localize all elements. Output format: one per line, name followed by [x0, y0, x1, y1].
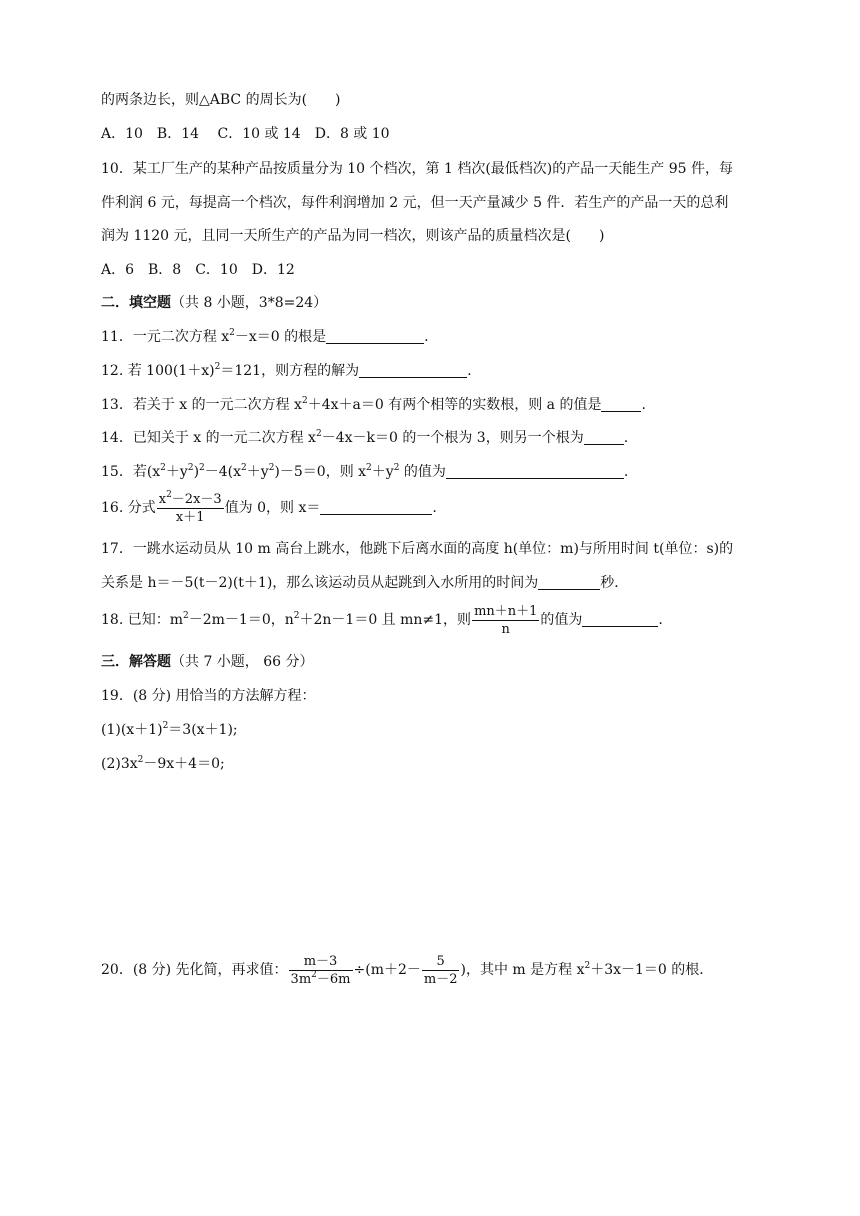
- q13: [101, 395, 646, 415]
- text: )－5＝0，则 x: [274, 464, 367, 480]
- text: 17．一跳水运动员从 10 m 高台上跳水，他跳下后离水面的高度 h(单位：m)与所用时间 t(单位：s)的: [101, 541, 734, 557]
- fraction: [422, 953, 460, 988]
- superscript: 2: [293, 611, 300, 621]
- numerator: 5: [422, 953, 460, 971]
- fraction: [157, 491, 224, 526]
- text: x: [158, 491, 167, 507]
- text: .: [623, 464, 629, 480]
- superscript: 2: [241, 463, 247, 473]
- superscript: 2: [187, 463, 194, 473]
- text: －6m: [316, 971, 351, 987]
- superscript: 2: [311, 969, 317, 980]
- text: A．6 B．8 C．10 D．12: [101, 262, 295, 278]
- section-2-heading: [101, 293, 327, 313]
- text: －x＝0 的根是: [234, 329, 327, 345]
- answer-blank: [320, 500, 432, 515]
- q19-part-1: [101, 720, 238, 740]
- answer-blank: [582, 612, 658, 627]
- denominator: x＋1: [175, 509, 205, 525]
- superscript: 2: [214, 362, 221, 372]
- section-title: 二．填空题: [101, 295, 171, 311]
- text: ＋2n－1＝0 且 mn≠1，则: [299, 612, 472, 628]
- text: 件利润 6 元，每提高一个档次，每件利润增加 2 元，但一天产量减少 5 件．若生产的产品一天的总利: [101, 195, 729, 211]
- text: 13．若关于 x 的一元二次方程 x: [101, 397, 302, 413]
- superscript: 2: [268, 463, 275, 473]
- text: .: [432, 500, 437, 516]
- section-title: 三．解答题: [101, 654, 171, 670]
- text: 值为 0，则 x＝: [224, 500, 321, 516]
- numerator: m－3: [289, 953, 353, 971]
- text: A．10 B．14 C．10 或 14 D．8 或 10: [101, 126, 390, 142]
- superscript: 2: [137, 755, 144, 765]
- text: －4(x: [204, 464, 242, 480]
- text: ÷(m＋2－: [353, 962, 421, 978]
- text: 11．一元二次方程 x: [101, 329, 230, 345]
- text: .: [467, 363, 472, 379]
- denominator: m－2: [423, 971, 458, 987]
- text: 18. 已知：m: [101, 612, 183, 628]
- text: 秒．: [600, 575, 629, 591]
- text: 的值为: [540, 612, 583, 628]
- q17-line-1: [101, 539, 733, 559]
- superscript: 2: [162, 721, 169, 731]
- q10-line-1: [101, 159, 733, 179]
- text: 关系是 h＝－5(t－2)(t＋1)，那么该运动员从起跳到入水所用的时间为: [101, 575, 539, 591]
- superscript: 2: [160, 463, 166, 473]
- text: －9x＋4＝0;: [143, 756, 225, 772]
- text: .: [623, 430, 629, 446]
- text: ＋3x－1＝0 的根．: [590, 962, 714, 978]
- answer-blank: [584, 430, 624, 445]
- q19: [101, 686, 316, 706]
- text: －2m－1＝0，n: [188, 612, 294, 628]
- text: 的值为: [399, 464, 446, 480]
- text: 20．(8 分) 先化简，再求值：: [101, 962, 288, 978]
- section-note: （共 8 小题，3*8=24）: [171, 295, 328, 311]
- superscript: 2: [584, 961, 591, 971]
- q18: [101, 602, 663, 638]
- text: 16. 分式: [101, 500, 156, 516]
- answer-blank: [538, 575, 600, 590]
- text: ＋y: [371, 464, 394, 480]
- fraction: [472, 603, 539, 638]
- text: 14．已知关于 x 的一元二次方程 x: [101, 430, 316, 446]
- text: －2x－3: [171, 491, 222, 507]
- q9-continuation: [101, 90, 341, 110]
- text: (2)3x: [101, 756, 138, 772]
- superscript: 2: [183, 611, 189, 621]
- section-note: （共 7 小题， 66 分）: [171, 654, 314, 670]
- q19-part-2: [101, 754, 225, 774]
- text: .: [641, 397, 646, 413]
- q10-line-2: [101, 193, 728, 213]
- q9-options: [101, 124, 390, 144]
- text: 19．(8 分) 用恰当的方法解方程：: [101, 688, 316, 704]
- text: ＝3(x＋1);: [168, 722, 238, 738]
- answer-blank: [601, 397, 641, 412]
- text: 15．若(x: [101, 464, 161, 480]
- q15: [101, 462, 628, 482]
- text: 12. 若 100(1＋x): [101, 363, 215, 379]
- text: )，其中 m 是方程 x: [460, 962, 585, 978]
- text: ＝121，则方程的解为: [220, 363, 360, 379]
- numerator: [157, 491, 224, 509]
- answer-blank: [359, 363, 467, 378]
- denominator: [289, 971, 353, 988]
- q10-line-3: [101, 226, 604, 246]
- q12: [101, 361, 472, 381]
- superscript: 2: [166, 489, 172, 500]
- text: 10．某工厂生产的某种产品按质量分为 10 个档次，第 1 档次(最低档次)的产品一天能生产 95 件，每: [101, 161, 733, 177]
- text: ＋y: [165, 464, 188, 480]
- text: ＋y: [246, 464, 269, 480]
- text: ＋4x＋a＝0 有两个相等的实数根，则 a 的值是: [307, 397, 602, 413]
- q11: [101, 327, 429, 347]
- section-3-heading: [101, 652, 314, 672]
- fraction: [289, 953, 353, 988]
- q16: [101, 490, 437, 526]
- q10-options: [101, 260, 295, 280]
- numerator: mn＋n＋1: [474, 603, 538, 619]
- superscript: 2: [366, 463, 372, 473]
- q17-line-2: [101, 573, 628, 593]
- text: ): [193, 464, 200, 480]
- text: 3m: [290, 971, 312, 987]
- superscript: 2: [315, 429, 322, 439]
- superscript: 2: [199, 463, 205, 473]
- text: (1)(x＋1): [101, 722, 163, 738]
- text: .: [658, 612, 663, 628]
- superscript: 2: [301, 396, 308, 406]
- superscript: 2: [393, 463, 400, 473]
- answer-blank: [326, 329, 424, 344]
- superscript: 2: [229, 328, 235, 338]
- text: .: [424, 329, 429, 345]
- text: －4x－k＝0 的一个根为 3，则另一个根为: [321, 430, 584, 446]
- denominator: n: [501, 621, 510, 637]
- text: 的两条边长，则△ABC 的周长为( ): [101, 92, 341, 108]
- q20: [101, 950, 713, 990]
- text: 润为 1120 元，且同一天所生产的产品为同一档次，则该产品的质量档次是( ): [101, 228, 605, 244]
- q14: [101, 428, 628, 448]
- answer-blank: [446, 464, 624, 479]
